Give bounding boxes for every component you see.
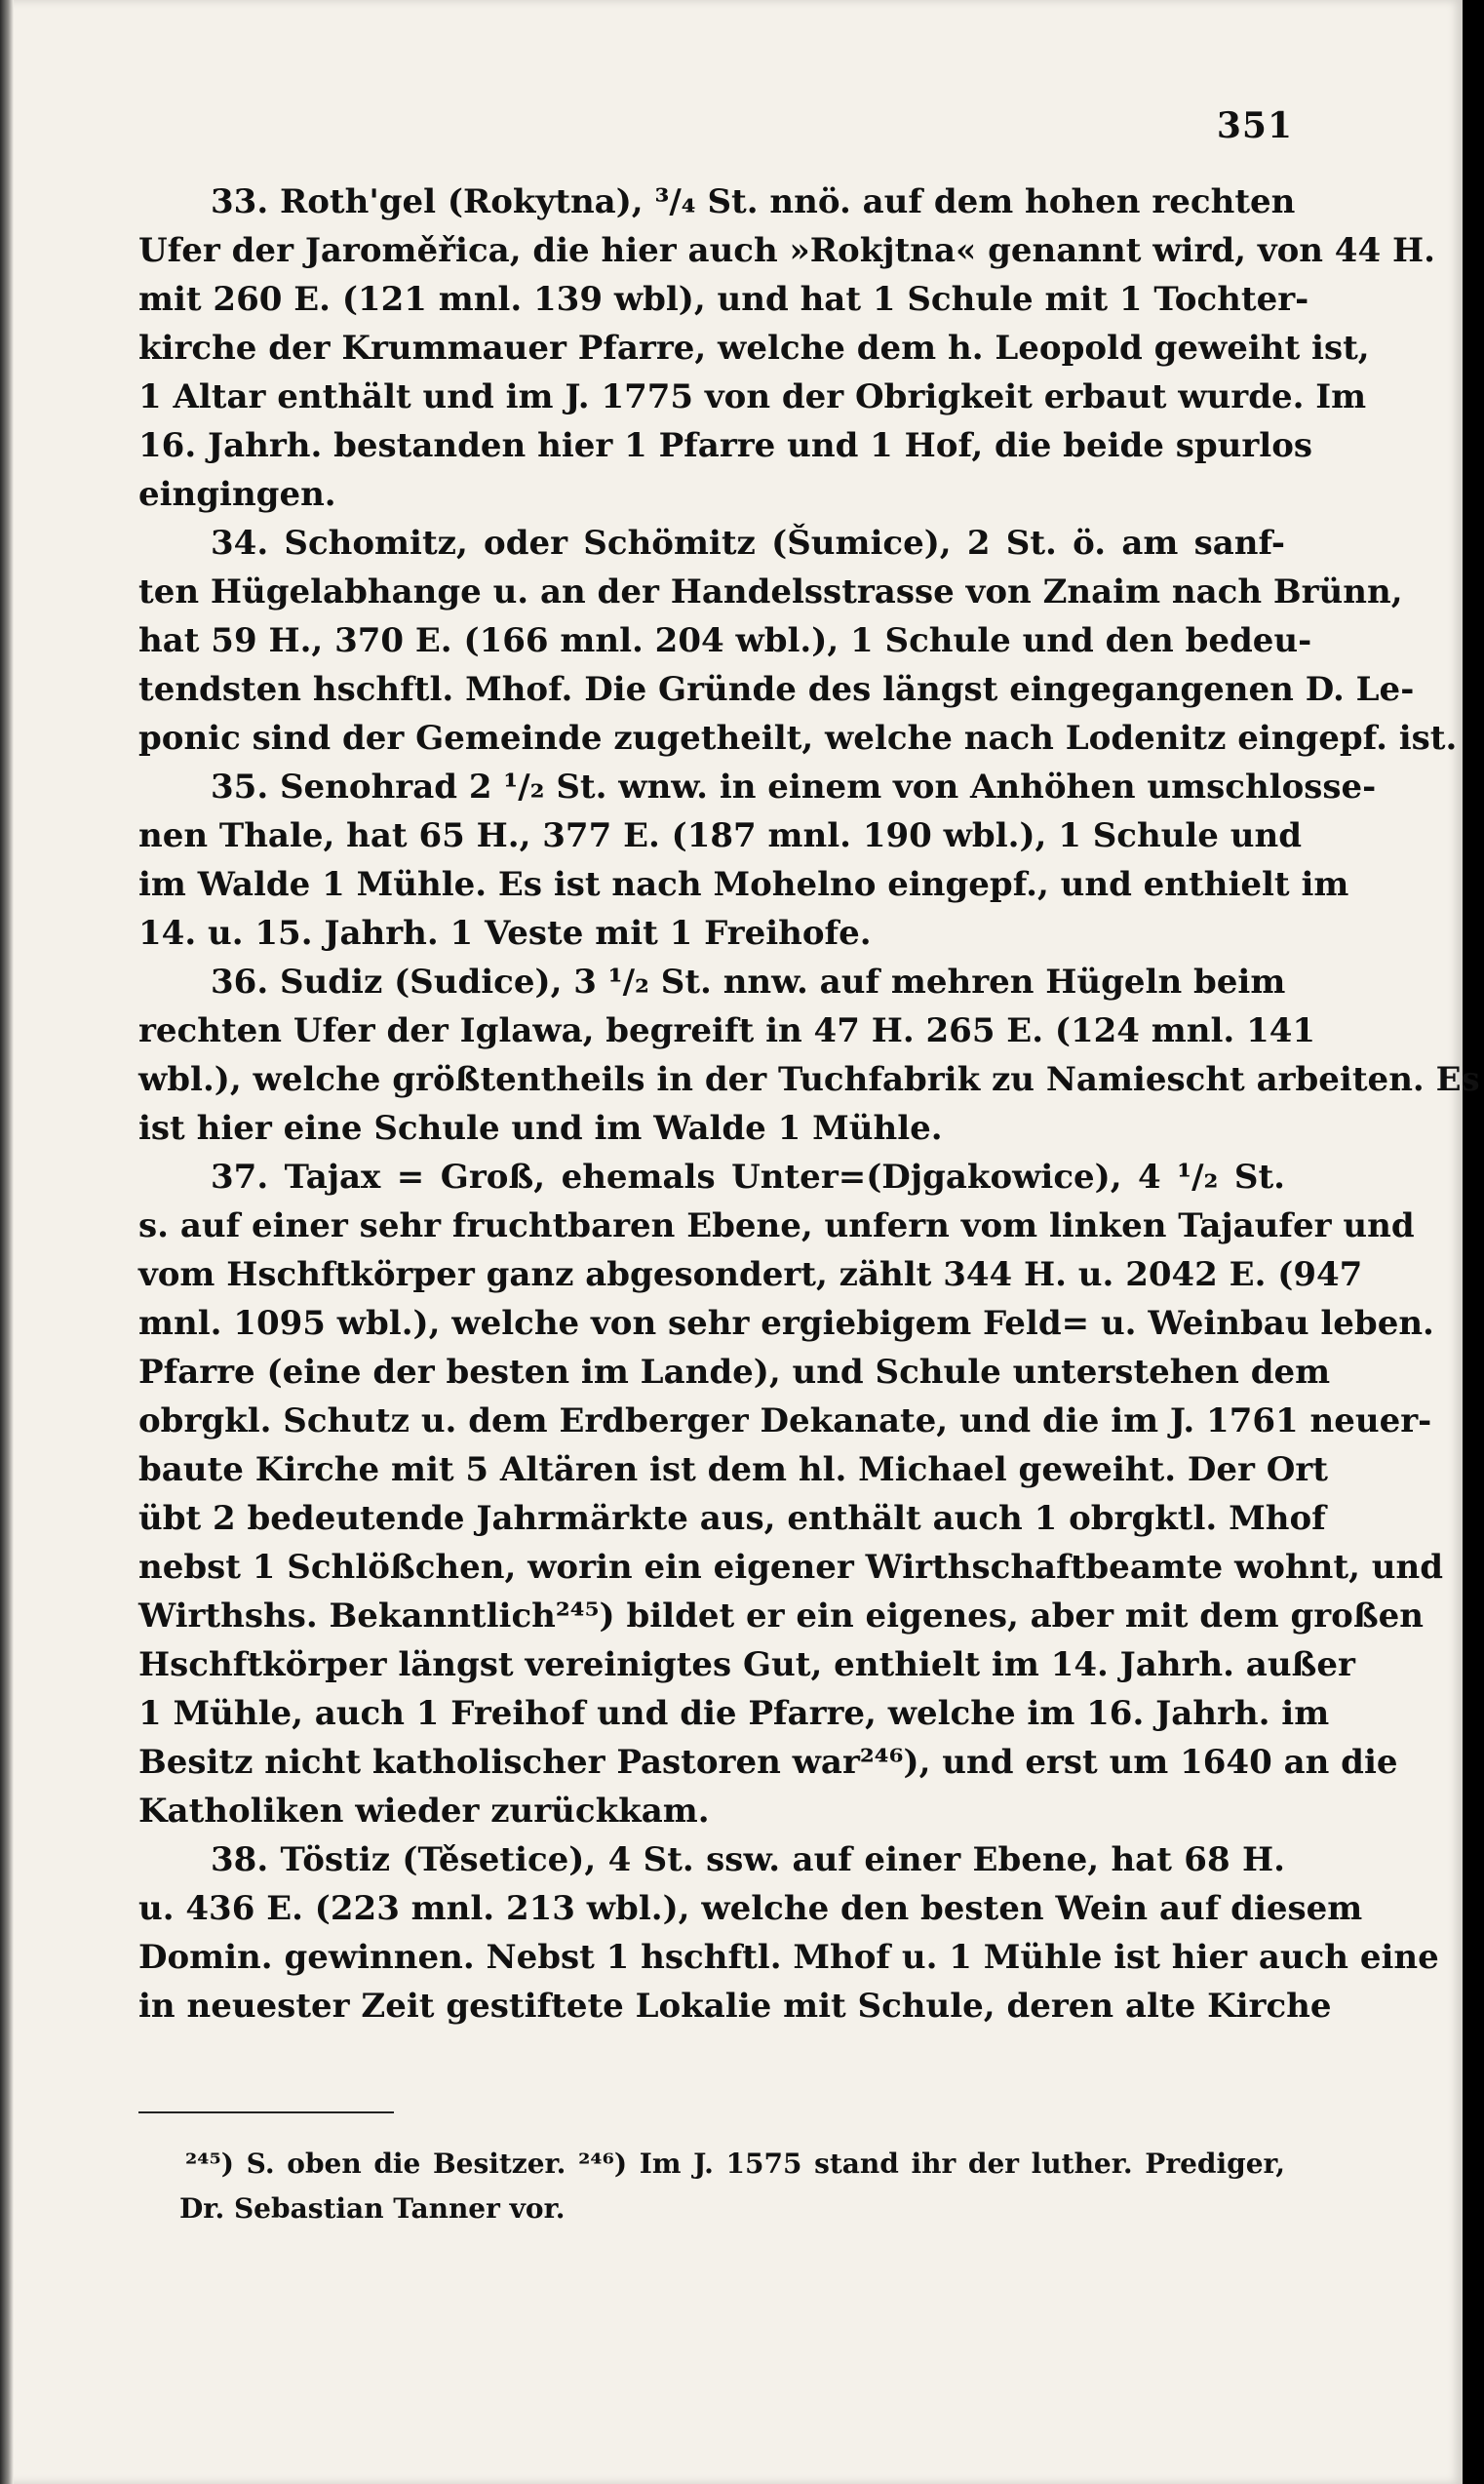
text-line: im Walde 1 Mühle. Es ist nach Mohelno eingepf., und enthielt im [138,865,1349,904]
text-line: s. auf einer sehr fruchtbaren Ebene, unfern vom linken Tajaufer und [138,1206,1415,1245]
text-line: ist hier eine Schule und im Walde 1 Mühle. [138,1109,943,1148]
text-line: Besitz nicht katholischer Pastoren war²⁴⁶), und erst um 1640 an die [138,1743,1398,1782]
text-line: Pfarre (eine der besten im Lande), und Schule unterstehen dem [138,1353,1331,1392]
text-line: 1 Mühle, auch 1 Freihof und die Pfarre, welche im 16. Jahrh. im [138,1694,1330,1733]
text-line: übt 2 bedeutende Jahrmärkte aus, enthält auch 1 obrgktl. Mhof [138,1499,1326,1538]
text-line: in neuester Zeit gestiftete Lokalie mit Schule, deren alte Kirche [138,1987,1332,2026]
text-line: hat 59 H., 370 E. (166 mnl. 204 wbl.), 1 Schule und den bedeu- [138,621,1312,660]
text-line: Wirthshs. Bekanntlich²⁴⁵) bildet er ein eigenes, aber mit dem großen [138,1597,1425,1636]
footnote-divider [138,2111,394,2113]
text-line: wbl.), welche größtentheils in der Tuchfabrik zu Namiescht arbeiten. Es [138,1060,1480,1099]
text-line: 37. Tajax = Groß, ehemals Unter=(Djgakowice), 4 ¹/₂ St. [211,1158,1285,1197]
text-line: 34. Schomitz, oder Schömitz (Šumice), 2 St. ö. am sanf- [211,524,1285,563]
page-number: 351 [1216,105,1293,146]
text-line: nebst 1 Schlößchen, worin ein eigener Wirthschaftbeamte wohnt, und [138,1548,1443,1587]
text-line: 1 Altar enthält und im J. 1775 von der Obrigkeit erbaut wurde. Im [138,377,1367,416]
text-line: Domin. gewinnen. Nebst 1 hschftl. Mhof u. 1 Mühle ist hier auch eine [138,1938,1439,1977]
main-text [138,177,1480,2031]
text-line: nen Thale, hat 65 H., 377 E. (187 mnl. 190 wbl.), 1 Schule und [138,816,1302,855]
footnote-line: Dr. Sebastian Tanner vor. [179,2192,566,2225]
text-line: u. 436 E. (223 mnl. 213 wbl.), welche den besten Wein auf diesem [138,1889,1363,1928]
text-line: 14. u. 15. Jahrh. 1 Veste mit 1 Freihofe. [138,914,872,953]
text-line: mit 260 E. (121 mnl. 139 wbl), und hat 1 Schule mit 1 Tochter- [138,280,1309,319]
text-line: Hschftkörper längst vereinigtes Gut, enthielt im 14. Jahrh. außer [138,1645,1355,1684]
text-line: eingingen. [138,475,336,514]
text-line: rechten Ufer der Iglawa, begreift in 47 H. 265 E. (124 mnl. 141 [138,1011,1316,1050]
text-line: 38. Töstiz (Těsetice), 4 St. ssw. auf einer Ebene, hat 68 H. [211,1840,1285,1879]
text-line: mnl. 1095 wbl.), welche von sehr ergiebigem Feld= u. Weinbau leben. [138,1304,1434,1343]
text-line: ten Hügelabhange u. an der Handelsstrasse von Znaim nach Brünn, [138,572,1403,611]
text-line: vom Hschftkörper ganz abgesondert, zählt 344 H. u. 2042 E. (947 [138,1255,1363,1294]
text-line: kirche der Krummauer Pfarre, welche dem h. Leopold geweiht ist, [138,329,1370,368]
text-line: ponic sind der Gemeinde zugetheilt, welche nach Lodenitz eingepf. ist. [138,719,1458,758]
page-gutter-shadow [0,0,14,2484]
text-line: tendsten hschftl. Mhof. Die Gründe des längst eingegangenen D. Le- [138,670,1415,709]
text-line: obrgkl. Schutz u. dem Erdberger Dekanate, und die im J. 1761 neuer- [138,1401,1432,1440]
footnotes [179,2142,1285,2231]
footnote-line: ²⁴⁵) S. oben die Besitzer. ²⁴⁶) Im J. 1575 stand ihr der luther. Prediger, [185,2148,1285,2180]
text-line: Ufer der Jaroměřica, die hier auch »Rokjtna« genannt wird, von 44 H. [138,231,1435,270]
text-line: 35. Senohrad 2 ¹/₂ St. wnw. in einem von Anhöhen umschlosse- [211,768,1377,807]
text-line: Katholiken wieder zurückkam. [138,1792,710,1831]
text-line: 36. Sudiz (Sudice), 3 ¹/₂ St. nnw. auf mehren Hügeln beim [211,963,1286,1002]
text-line: baute Kirche mit 5 Altären ist dem hl. Michael geweiht. Der Ort [138,1450,1328,1489]
text-line: 16. Jahrh. bestanden hier 1 Pfarre und 1 Hof, die beide spurlos [138,426,1313,465]
text-line: 33. Roth'gel (Rokytna), ³/₄ St. nnö. auf dem hohen rechten [211,182,1296,221]
